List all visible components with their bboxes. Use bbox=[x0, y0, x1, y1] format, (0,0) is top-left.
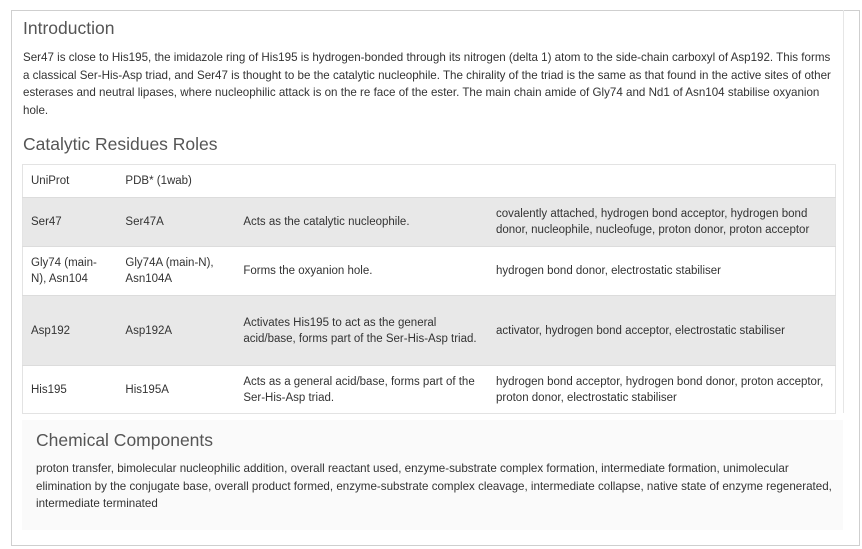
cell-roles: activator, hydrogen bond acceptor, electrostatic stabiliser bbox=[495, 324, 785, 337]
cell-roles: hydrogen bond donor, electrostatic stabiliser bbox=[495, 265, 722, 277]
cell-uniprot: Gly74 (main-N), Asn104 bbox=[31, 257, 97, 285]
chemical-components-heading: Chemical Components bbox=[36, 430, 214, 450]
cell-uniprot: Ser47 bbox=[31, 216, 62, 228]
cell-pdb: Asp192A bbox=[125, 324, 173, 337]
column-header-function bbox=[235, 165, 488, 198]
introduction-heading: Introduction bbox=[23, 18, 115, 38]
cell-function: Acts as the catalytic nucleophile. bbox=[243, 216, 410, 228]
cell-function: Forms the oxyanion hole. bbox=[243, 265, 373, 277]
catalytic-residues-heading: Catalytic Residues Roles bbox=[23, 134, 218, 154]
cell-roles: hydrogen bond acceptor, hydrogen bond donor, proton acceptor, proton donor, electrostatic stabiliser bbox=[495, 375, 824, 404]
chemical-components-text: proton transfer, bimolecular nucleophilic addition, overall reactant used, enzyme-substrate complex formation, intermediate formation, unimolecular elimination by the conjugate base, overall product formed, enzyme-substrate complex cleavage, intermediate collapse, native state of enzyme regenerated, intermediate terminated bbox=[36, 462, 832, 511]
table-header-row bbox=[23, 165, 836, 198]
introduction-text: Ser47 is close to His195, the imidazole ring of His195 is hydrogen-bonded through its nitrogen (delta 1) atom to the side-chain carboxyl of Asp192. This forms a classical Ser-His-Asp triad, and Ser47 is thought to be the catalytic nucleophile. The chirality of the triad is the same as that found in the active sites of other esterases and neutral lipases, where nucleophilic attack is on the re face of the ester. The main chain amide of Gly74 and Nd1 of Asn104 stabilise oxyanion hole. bbox=[23, 51, 831, 117]
cell-function: Acts as a general acid/base, forms part of the Ser-His-Asp triad. bbox=[243, 375, 475, 404]
cell-pdb: Ser47A bbox=[125, 216, 164, 228]
chemical-components-panel bbox=[22, 420, 843, 530]
cell-function: Activates His195 to act as the general acid/base, forms part of the Ser-His-Asp triad. bbox=[243, 316, 477, 345]
column-header-uniprot: UniProt bbox=[23, 165, 118, 198]
table-row bbox=[23, 296, 836, 366]
column-header-pdb: PDB* (1wab) bbox=[117, 165, 235, 198]
cell-pdb: His195A bbox=[125, 383, 169, 396]
cell-roles: covalently attached, hydrogen bond acceptor, hydrogen bond donor, nucleophile, nucleofuge, proton donor, proton acceptor bbox=[495, 208, 810, 236]
cell-pdb: Gly74A (main-N), Asn104A bbox=[125, 257, 214, 285]
panel-divider bbox=[843, 10, 844, 413]
catalytic-residues-table bbox=[22, 164, 836, 414]
table-row bbox=[23, 198, 836, 247]
table-row bbox=[23, 247, 836, 296]
cell-uniprot: His195 bbox=[31, 383, 67, 396]
column-header-roles bbox=[488, 165, 836, 198]
table-row bbox=[23, 366, 836, 414]
cell-uniprot: Asp192 bbox=[31, 324, 71, 337]
